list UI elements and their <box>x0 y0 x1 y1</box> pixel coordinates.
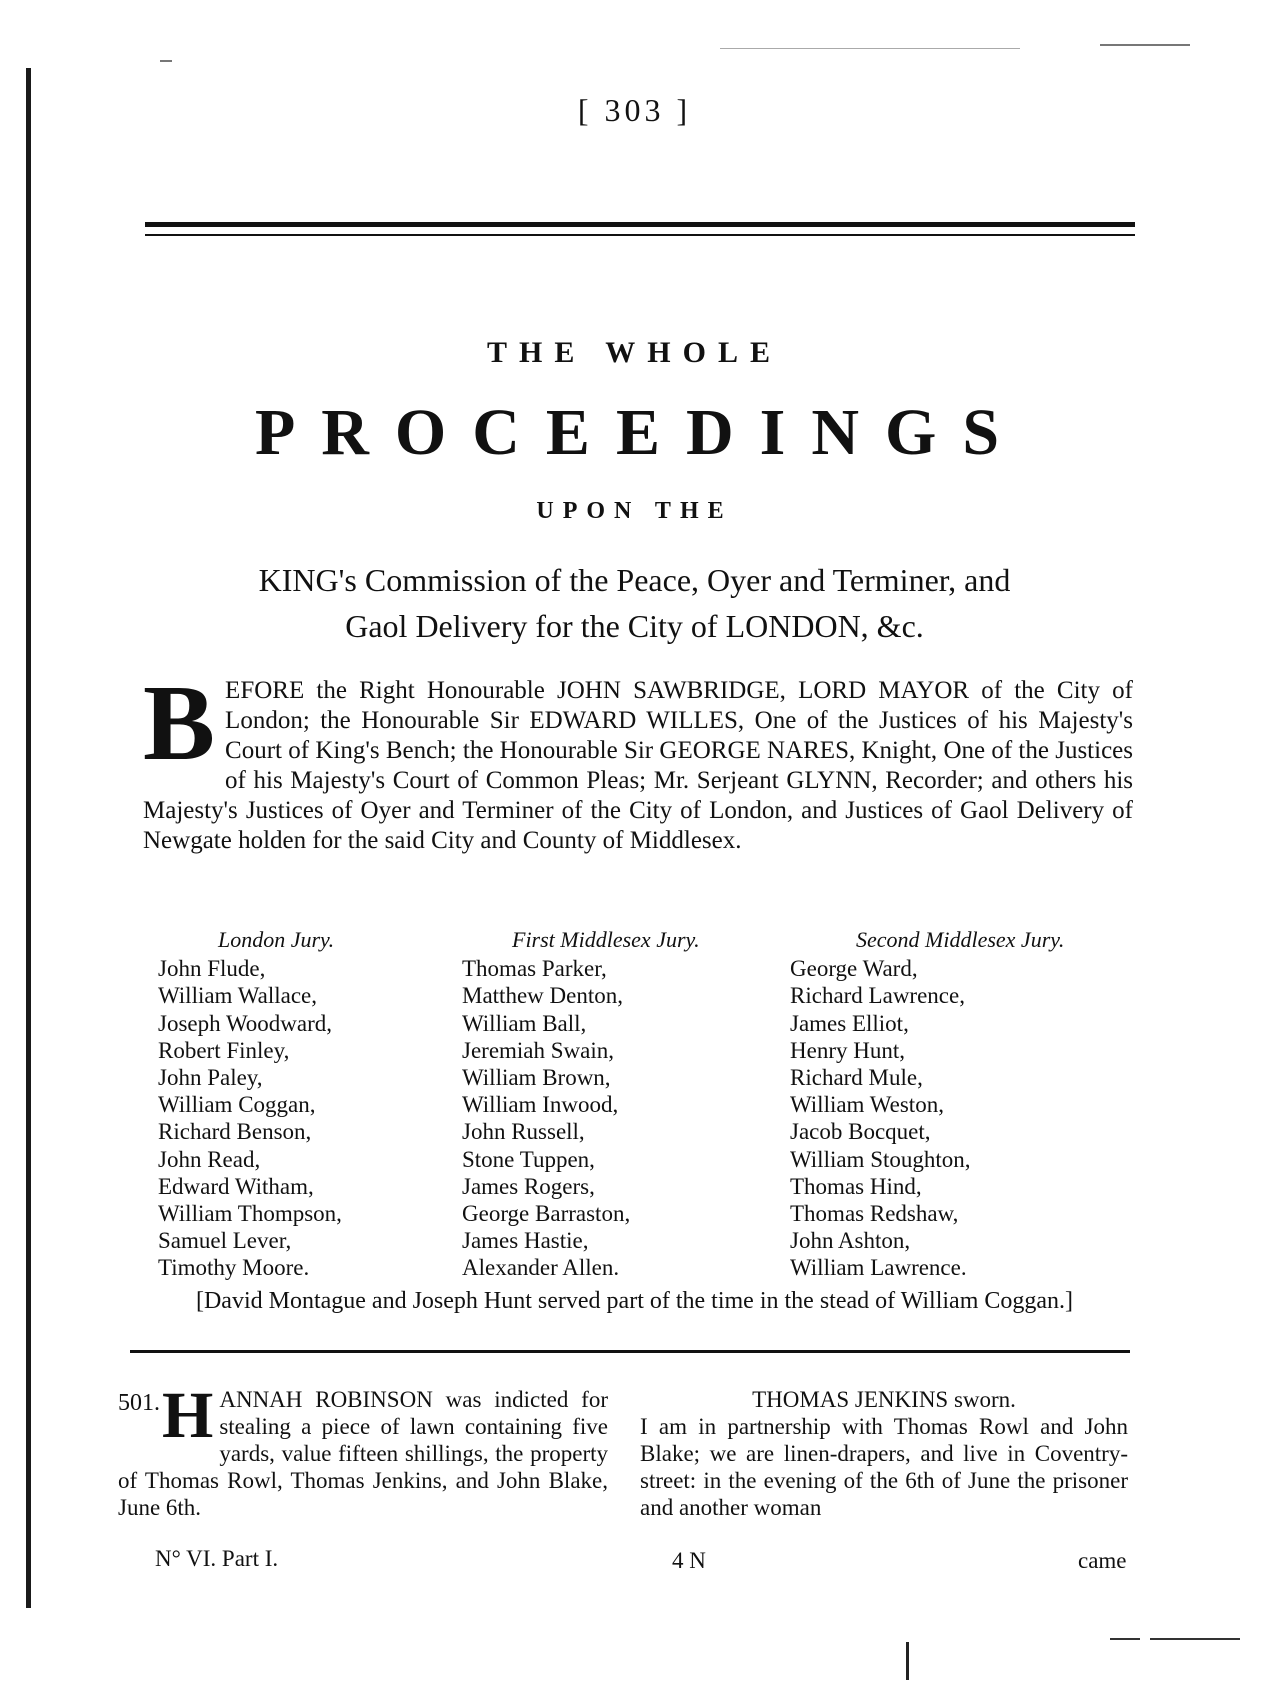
jury-heading: Second Middlesex Jury. <box>856 927 1065 952</box>
witness-testimony <box>640 1386 1128 1521</box>
juror-name: James Hastie, <box>462 1228 589 1254</box>
title-commission: KING's Commission of the Peace, Oyer and Terminer, and <box>258 562 1011 598</box>
juror-name: George Ward, <box>790 956 918 982</box>
binding-edge <box>26 68 31 1608</box>
case-entry <box>118 1379 608 1521</box>
margin-dash <box>1150 1638 1240 1640</box>
jury-list-second-middlesex <box>790 926 1064 1282</box>
signature-mark: 4 N <box>672 1548 706 1573</box>
title-gaol-delivery: Gaol Delivery for the City of LONDON, &c. <box>345 608 924 644</box>
jury-heading: First Middlesex Jury. <box>512 927 700 952</box>
juror-name: James Elliot, <box>790 1010 909 1036</box>
section-rule <box>130 1350 1130 1353</box>
jury-list-first-middlesex <box>462 926 700 1282</box>
juror-name: Jeremiah Swain, <box>462 1037 615 1063</box>
juror-name: William Thompson, <box>158 1201 342 1227</box>
juror-name: Alexander Allen. <box>462 1255 620 1281</box>
juror-name: Richard Lawrence, <box>790 983 965 1009</box>
juror-name: Samuel Lever, <box>158 1228 292 1254</box>
juror-name: William Coggan, <box>158 1092 316 1118</box>
juror-name: John Paley, <box>158 1065 263 1091</box>
juror-name: George Barraston, <box>462 1201 631 1227</box>
catchword: came <box>1078 1548 1127 1573</box>
juror-name: Matthew Denton, <box>462 983 623 1009</box>
intro-dropcap: B <box>143 664 216 783</box>
case-number: 501. <box>118 1390 160 1416</box>
juror-name: John Flude, <box>158 956 266 982</box>
juror-name: Thomas Hind, <box>790 1173 922 1199</box>
title-proceedings: PROCEEDINGS <box>254 396 1026 469</box>
jury-note: [David Montague and Joseph Hunt served part of the time in the stead of William Coggan.] <box>195 1288 1074 1314</box>
title-upon-the: UPON THE <box>536 498 733 524</box>
juror-name: Jacob Bocquet, <box>790 1119 931 1145</box>
juror-name: Timothy Moore. <box>158 1255 310 1281</box>
witness-heading: THOMAS JENKINS sworn. <box>752 1387 1016 1412</box>
juror-name: William Weston, <box>790 1092 944 1118</box>
juror-name: Stone Tuppen, <box>462 1146 595 1172</box>
juror-name: Edward Witham, <box>158 1173 314 1199</box>
juror-name: Richard Mule, <box>790 1065 923 1091</box>
juror-name: John Read, <box>158 1146 261 1172</box>
juror-name: Thomas Parker, <box>462 956 607 982</box>
juror-name: William Lawrence. <box>790 1255 967 1281</box>
header-rule <box>145 222 1135 227</box>
jury-list-london <box>158 926 342 1282</box>
margin-mark <box>906 1642 909 1680</box>
juror-name: James Rogers, <box>462 1173 595 1199</box>
page-number: [ 303 ] <box>577 92 692 128</box>
volume-label: N° VI. Part I. <box>155 1546 279 1571</box>
case-dropcap: H <box>162 1379 214 1452</box>
speck <box>1100 44 1190 46</box>
juror-name: William Ball, <box>462 1010 587 1036</box>
intro-text: EFORE the Right Honourable JOHN SAWBRIDGE, LORD MAYOR of the City of London; the Honourable Sir EDWARD WILLES, One of the Justices of his Majesty's Court of King's Bench; the Honourable Sir GEORGE NARES, Knight, One of the Justices of his Majesty's Court of Common Pleas; Mr. Serjeant GLYNN, Recorder; and others his Majesty's Justices of Oyer and Terminer of the City of London, and Justices of Gaol Delivery of Newgate holden for the said City and County of Middlesex. <box>143 677 1133 854</box>
case-text: ANNAH ROBINSON was indicted for stealing a piece of lawn containing five yards, value fifteen shillings, the property of Thomas Rowl, Thomas Jenkins, and John Blake, June 6th. <box>118 1387 608 1520</box>
juror-name: Robert Finley, <box>158 1037 290 1063</box>
header-rule-thin <box>145 234 1135 236</box>
juror-name: John Russell, <box>462 1119 585 1145</box>
juror-name: William Stoughton, <box>790 1146 971 1172</box>
title-the-whole: THE WHOLE <box>486 336 782 369</box>
witness-text: I am in partnership with Thomas Rowl and John Blake; we are linen-drapers, and live in Coventry-street: in the evening of the 6th of June the prisoner and another woman <box>640 1414 1128 1520</box>
juror-name: Henry Hunt, <box>790 1037 905 1063</box>
juror-name: Richard Benson, <box>158 1119 312 1145</box>
jury-heading: London Jury. <box>218 927 335 952</box>
juror-name: William Brown, <box>462 1065 611 1091</box>
juror-name: John Ashton, <box>790 1228 911 1254</box>
juror-name: William Inwood, <box>462 1092 619 1118</box>
speck <box>160 60 172 62</box>
juror-name: Joseph Woodward, <box>158 1010 333 1036</box>
margin-dash <box>1110 1638 1140 1640</box>
juror-name: Thomas Redshaw, <box>790 1201 959 1227</box>
intro-paragraph <box>143 664 1133 856</box>
speck <box>720 48 1020 49</box>
juror-name: William Wallace, <box>158 983 318 1009</box>
